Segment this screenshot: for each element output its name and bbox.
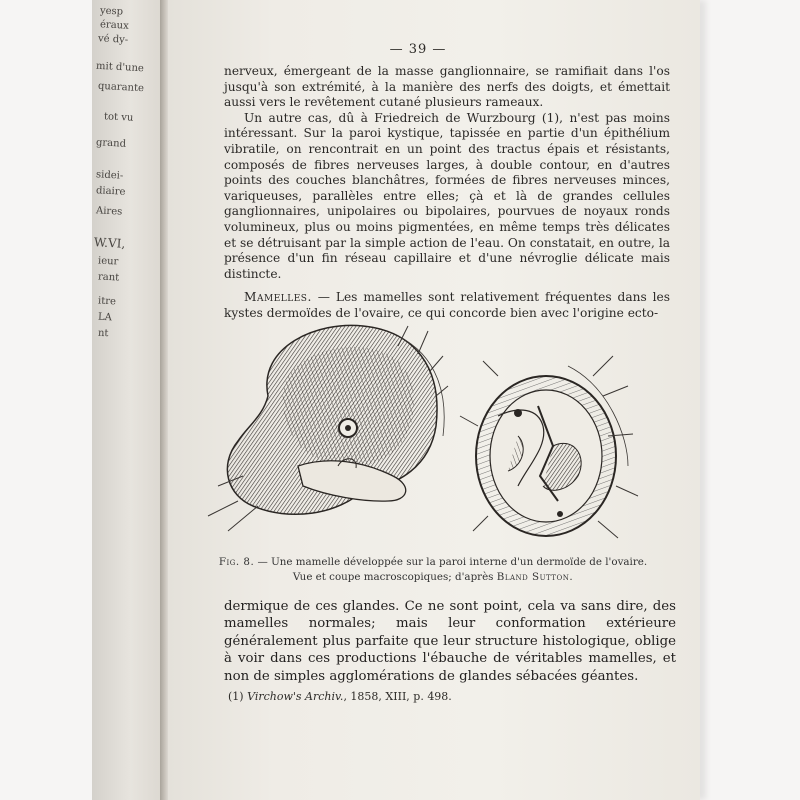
facing-page-text: éraux [99,19,130,32]
facing-page-text: mit d'une [95,60,145,75]
footnote-source: Virchow's Archiv. [247,690,344,703]
caption-text: — Une mamelle développée sur la paroi interne d'un dermoïde de l'ovaire. [254,556,648,568]
footnote [228,690,648,703]
facing-page-text: LA [97,311,113,324]
body-text-bottom: dermique de ces glandes. Ce ne sont point, cela va sans dire, des mamelles normales; mais leur conformation extérieure généralement plus parfaite que leur structure histologique, oblige à voir dans ces productions l'ébauche de véritables mamelles, et non de simples agglomérations de glandes sébacées géantes. [224,599,676,684]
facing-page-text: ieur [97,255,119,268]
facing-page-text: quarante [97,80,145,95]
page-number: — 39 — [389,42,447,57]
figure-left-engraving [208,325,448,531]
facing-page-text: itre [97,295,117,308]
caption-text: Vue et coupe macroscopiques; d'après [292,571,497,583]
facing-page-text: sidei- [95,169,124,182]
facing-page-text: yesp [99,5,124,18]
paragraph-text: — Les mamelles sont relativement fréquentes dans les kystes dermoïdes de l'ovaire, ce qui concorde bien avec l'origine ecto- [224,290,670,320]
facing-page-text: nt [97,327,109,340]
figure-right-engraving [460,356,638,538]
paragraph: nerveux, émergeant de la masse ganglionnaire, se ramifiait dans l'os jusqu'à son extrémité, à la manière des nerfs des doigts, et émettait aussi vers le revêtement cutané plusieurs rameaux. [224,64,670,110]
section-heading: Mamelles. [244,290,312,305]
facing-page-text: grand [95,137,127,150]
facing-page-text: vé dy- [97,33,129,46]
paragraph: Un autre cas, dû à Friedreich de Wurzbourg (1), n'est pas moins intéressant. Sur la paroi kystique, tapissée en partie d'un épithélium vibratile, on rencontrait en un point des tractus épais et résistants, composés de fibres nerveuses larges, à double contour, en d'autres points des couches blanchâtres, formées de fibres nerveuses minces, variqueuses, parallèles entre elles; çà et là de grandes cellules ganglionnaires, unipolaires ou bipolaires, pourvues de noyaux ronds volumineux, plus ou moins pigmentées, en même temps très délicates et se détruisant par la simple action de l'eau. On constatait, en outre, la présence d'un fin réseau capillaire et d'une névroglie délicate mais distincte. [224,110,670,281]
facing-page-text: W.VI, [93,235,126,251]
facing-page-text: tot vu [103,111,134,124]
book-page [168,0,700,800]
facing-page-text: Aires [95,205,123,218]
facing-page [92,0,162,800]
facing-page-text: rant [97,271,120,284]
facing-page-text: diaire [95,185,126,198]
figure-label: Fig. 8. [218,556,255,568]
figure-caption [198,555,668,585]
figure-engraving [198,316,668,556]
body-text-top [224,64,670,322]
caption-author: Bland Sutton. [496,571,574,583]
footnote-details: , 1858, XIII, p. 498. [343,690,452,703]
footnote-marker: (1) [228,690,248,703]
